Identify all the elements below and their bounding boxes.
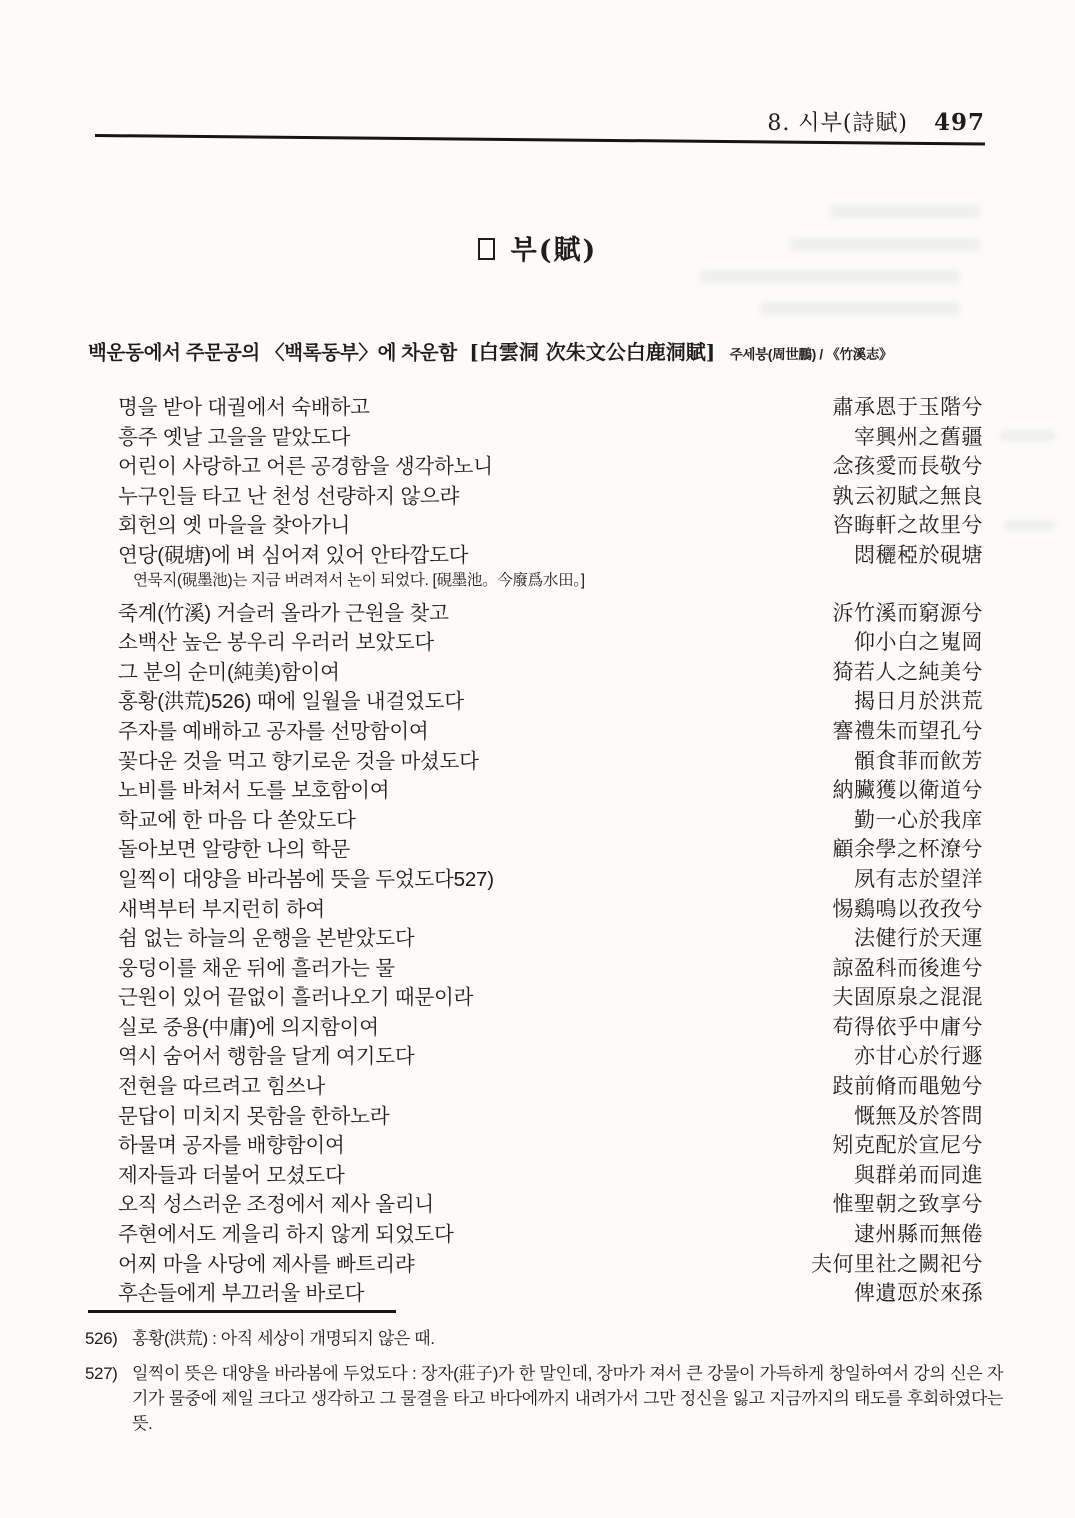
- hanja-verse-line: 宰興州之舊疆: [854, 424, 983, 449]
- poem-body: [118, 390, 983, 1306]
- poem-row: [118, 625, 983, 655]
- hanja-verse-line: 夫固原泉之混混: [832, 985, 983, 1010]
- poem-row: [118, 921, 983, 951]
- hanja-verse-line: 仰小白之嵬岡: [854, 630, 983, 655]
- korean-verse-line: 어찌 마을 사당에 제사를 빠트리랴: [118, 1252, 415, 1276]
- poem-row: [118, 714, 983, 744]
- poem-row: [118, 596, 983, 626]
- hanja-verse-line: 夙有志於望洋: [854, 866, 983, 891]
- chapter-title: 8. 시부(詩賦): [767, 111, 908, 136]
- korean-verse-line: 흥주 옛날 고을을 맡았도다: [118, 425, 351, 449]
- hanja-verse-line: 肅承恩于玉階兮: [832, 395, 983, 419]
- korean-verse-line: 연당(硯塘)에 벼 심어져 있어 안타깝도다: [118, 543, 469, 567]
- poem-row: [118, 1247, 983, 1277]
- footnote-label: 526): [85, 1329, 118, 1348]
- poem-row: [118, 980, 983, 1010]
- bleedthrough-artifact: [1000, 430, 1055, 441]
- korean-verse-line: 홍황(洪荒)526) 때에 일월을 내걸었도다: [118, 690, 464, 714]
- section-title-text: 부(賦): [510, 235, 598, 266]
- korean-note-line: 연묵지(硯墨池)는 지금 버려져서 논이 되었다. [硯墨池。今廢爲水田。]: [133, 571, 585, 589]
- korean-verse-line: 주자를 예배하고 공자를 선망함이여: [118, 719, 429, 743]
- poem-row: [118, 538, 983, 568]
- hanja-verse-line: 謇禮朱而望孔兮: [832, 718, 983, 743]
- square-bullet-icon: [478, 238, 495, 260]
- poem-row: [118, 1128, 983, 1158]
- poem-row: [118, 479, 983, 509]
- poem-row: [118, 862, 983, 892]
- korean-verse-line: 전현을 따르려고 힘쓰나: [118, 1075, 326, 1099]
- hanja-verse-line: 俾遺恧於來孫: [854, 1281, 983, 1306]
- hanja-verse-line: 夫何里社之闕祀兮: [811, 1251, 983, 1276]
- hanja-verse-line: 慨無及於答問: [854, 1103, 983, 1128]
- hanja-verse-line: 揭日月於洪荒: [854, 689, 983, 714]
- korean-verse-line: 명을 받아 대궐에서 숙배하고: [118, 396, 370, 419]
- korean-verse-line: 근원이 있어 끝없이 흘러나오기 때문이라: [118, 986, 474, 1010]
- poem-row: [118, 773, 983, 803]
- poem-author: 주세붕(周世鵬) / 《竹溪志》: [729, 347, 893, 362]
- hanja-verse-line: 跂前脩而黽勉兮: [832, 1074, 983, 1099]
- running-header: [95, 106, 985, 137]
- bleedthrough-artifact: [1005, 520, 1055, 531]
- hanja-verse-line: 孰云初賦之無良: [832, 483, 983, 508]
- hanja-verse-line: 惕鷄鳴以孜孜兮: [832, 896, 983, 921]
- hanja-verse-line: 亦甘心於行遯: [854, 1044, 983, 1069]
- poem-row: [118, 803, 983, 833]
- korean-verse-line: 문답이 미치지 못함을 한하노라: [118, 1104, 390, 1128]
- hanja-verse-line: 念孩愛而長敬兮: [832, 454, 983, 479]
- poem-note-row: [118, 568, 983, 596]
- poem-row: [118, 1217, 983, 1247]
- hanja-verse-line: 咨晦軒之故里兮: [832, 513, 983, 538]
- hanja-verse-line: 惟聖朝之致享兮: [832, 1192, 983, 1217]
- korean-verse-line: 실로 중용(中庸)에 의지함이여: [118, 1015, 379, 1039]
- poem-row: [118, 1039, 983, 1069]
- korean-verse-line: 제자들과 더불어 모셨도다: [118, 1163, 345, 1187]
- hanja-verse-line: 苟得依乎中庸兮: [832, 1014, 983, 1039]
- poem-row: [118, 508, 983, 538]
- korean-verse-line: 누구인들 타고 난 천성 선량하지 않으랴: [118, 484, 460, 508]
- bleedthrough-artifact: [760, 302, 960, 315]
- poem-row: [118, 951, 983, 981]
- korean-verse-line: 웅덩이를 채운 뒤에 흘러가는 물: [118, 956, 395, 980]
- hanja-verse-line: 顧余學之杯潦兮: [832, 837, 983, 862]
- korean-verse-line: 소백산 높은 봉우리 우러러 보았도다: [118, 631, 435, 655]
- bleedthrough-artifact: [700, 270, 960, 283]
- hanja-verse-line: 悶穲稏於硯塘: [854, 542, 983, 567]
- poem-row: [118, 1158, 983, 1188]
- hanja-verse-line: 勤一心於我庠: [854, 807, 983, 832]
- korean-verse-line: 노비를 바쳐서 도를 보호함이여: [118, 779, 390, 803]
- poem-row: [118, 1099, 983, 1129]
- korean-verse-line: 회헌의 옛 마을을 찾아가니: [118, 514, 351, 538]
- poem-row: [118, 1069, 983, 1099]
- poem-row: [118, 655, 983, 685]
- hanja-verse-line: 泝竹溪而窮源兮: [832, 600, 983, 625]
- page-number: 497: [933, 109, 985, 136]
- korean-verse-line: 역시 숨어서 행함을 달게 여기도다: [118, 1045, 415, 1069]
- footnote-rule: [88, 1310, 396, 1313]
- poem-title-hanja: [白雲洞 次朱文公白鹿洞賦]: [469, 340, 716, 364]
- poem-row: [118, 684, 983, 714]
- poem-row: [118, 1187, 983, 1217]
- bleedthrough-artifact: [830, 205, 980, 218]
- korean-verse-line: 어린이 사랑하고 어른 공경함을 생각하노니: [118, 455, 493, 479]
- poem-row: [118, 1010, 983, 1040]
- korean-verse-line: 일찍이 대양을 바라봄에 뜻을 두었도다527): [118, 867, 494, 891]
- korean-verse-line: 죽계(竹溪) 거슬러 올라가 근원을 찾고: [118, 601, 449, 625]
- hanja-verse-line: 納臟獲以衛道兮: [832, 778, 983, 803]
- korean-verse-line: 후손들에게 부끄러울 바로다: [118, 1282, 365, 1306]
- hanja-verse-line: 矧克配於宣尼兮: [832, 1133, 983, 1158]
- footnote-526: [85, 1326, 1003, 1351]
- hanja-verse-line: 法健行於天運: [854, 926, 983, 951]
- footnote-text: 일찍이 뜻은 대양을 바라봄에 두었도다 : 장자(莊子)가 한 말인데, 장마가 져서 큰 강물이 가득하게 창일하여서 강의 신은 자기가 물중에 제일 크다고 생각하고 그 물결을 타고 바다에까지 내려가서 그만 정신을 잃고 지금까지의 태도를 후회하였다는 뜻.: [132, 1364, 1003, 1433]
- korean-verse-line: 주현에서도 게을리 하지 않게 되었도다: [118, 1223, 454, 1247]
- korean-verse-line: 그 분의 순미(純美)함이여: [118, 660, 340, 684]
- korean-verse-line: 학교에 한 마음 다 쏟았도다: [118, 808, 356, 832]
- poem-title-korean: 백운동에서 주문공의 〈백록동부〉에 차운함: [88, 342, 457, 364]
- footnotes: [85, 1326, 1003, 1446]
- korean-verse-line: 돌아보면 알량한 나의 학문: [118, 838, 351, 862]
- poem-heading: [88, 336, 1015, 365]
- hanja-verse-line: 逮州縣而無倦: [854, 1222, 983, 1247]
- poem-row: [118, 390, 983, 420]
- poem-row: [118, 420, 983, 450]
- hanja-verse-line: 顝食菲而飮芳: [854, 748, 983, 773]
- korean-verse-line: 하물며 공자를 배향함이여: [118, 1134, 345, 1158]
- poem-row: [118, 1276, 983, 1306]
- footnote-text: 홍황(洪荒) : 아직 세상이 개명되지 않은 때.: [132, 1329, 435, 1348]
- korean-verse-line: 새벽부터 부지런히 하여: [118, 897, 326, 921]
- poem-row: [118, 744, 983, 774]
- hanja-verse-line: 猗若人之純美兮: [832, 659, 983, 684]
- poem-row: [118, 832, 983, 862]
- footnote-label: 527): [85, 1364, 118, 1383]
- korean-verse-line: 꽃다운 것을 먹고 향기로운 것을 마셨도다: [118, 749, 479, 773]
- section-title: [0, 228, 1075, 267]
- hanja-verse-line: 諒盈科而後進兮: [832, 955, 983, 980]
- korean-verse-line: 오직 성스러운 조정에서 제사 올리니: [118, 1193, 435, 1217]
- footnote-527: [85, 1361, 1003, 1436]
- poem-row: [118, 892, 983, 922]
- korean-verse-line: 쉼 없는 하늘의 운행을 본받았도다: [118, 927, 415, 951]
- poem-row: [118, 449, 983, 479]
- hanja-verse-line: 與群弟而同進: [854, 1162, 983, 1187]
